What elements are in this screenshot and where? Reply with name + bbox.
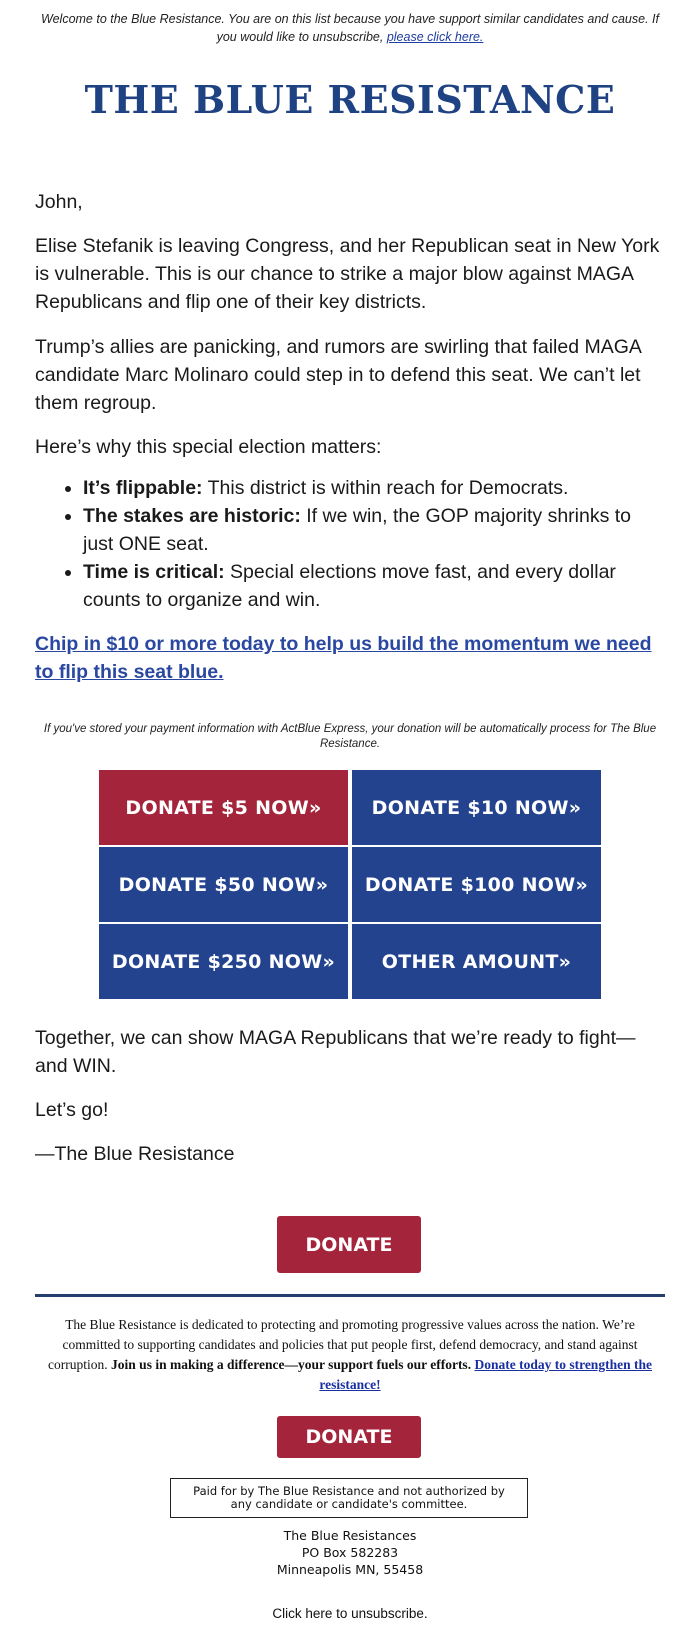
footer-description: [35, 1315, 665, 1395]
paid-for-disclaimer: Paid for by The Blue Resistance and not authorized by any candidate or candidate's committee.: [170, 1478, 528, 1518]
unsubscribe-link-top[interactable]: please click here.: [386, 30, 484, 44]
unsubscribe-link[interactable]: Click here to unsubscribe.: [272, 1606, 428, 1621]
footer-donate-button[interactable]: DONATE: [277, 1416, 421, 1458]
paragraph-2: Trump’s allies are panicking, and rumors are swirling that failed MAGA candidate Marc Molinaro could step in to defend this seat. We can’t let them regroup.: [35, 336, 641, 414]
footer-bold-text: Join us in making a difference—your support fuels our efforts.: [111, 1357, 475, 1372]
greeting: John,: [35, 191, 83, 213]
list-item-text: This district is within reach for Democrats.: [202, 477, 569, 499]
donate-250-button[interactable]: DONATE $250 NOW»: [99, 924, 348, 999]
closing-paragraph: Together, we can show MAGA Republicans that we’re ready to fight—and WIN.: [35, 1027, 636, 1077]
lets-go: Let’s go!: [35, 1099, 109, 1121]
list-item-text: Special elections move fast, and every dollar counts to organize and win.: [83, 561, 616, 611]
other-amount-button[interactable]: OTHER AMOUNT»: [352, 924, 601, 999]
preheader-text: Welcome to the Blue Resistance. You are on this list because you have support similar candidates and cause. If you would like to unsubscribe,: [41, 12, 659, 44]
donate-10-button[interactable]: DONATE $10 NOW»: [352, 770, 601, 845]
list-item: [83, 558, 665, 614]
donate-100-button[interactable]: DONATE $100 NOW»: [352, 847, 601, 922]
preheader: [40, 10, 660, 46]
mailing-address: [0, 1527, 700, 1578]
address-po-box: PO Box 582283: [301, 1545, 399, 1560]
donate-button[interactable]: DONATE: [277, 1216, 421, 1273]
reasons-list: [35, 474, 665, 614]
logo: THE BLUE RESISTANCE: [84, 77, 616, 122]
list-item-bold: It’s flippable:: [83, 477, 203, 499]
list-item-bold: Time is critical:: [83, 561, 225, 583]
paragraph-3: Here’s why this special election matters:: [35, 436, 382, 458]
footer-text: The Blue Resistance is dedicated to protecting and promoting progressive values across the nation. We’re committed to supporting candidates and policies that put people first, defend democracy, and stand against corruption.: [48, 1317, 638, 1372]
list-item: [83, 474, 665, 502]
address-name: The Blue Resistances: [283, 1528, 417, 1543]
donate-5-button[interactable]: DONATE $5 NOW»: [99, 770, 348, 845]
signature: —The Blue Resistance: [35, 1143, 235, 1165]
footer-donate-link[interactable]: Donate today to strengthen the resistance!: [319, 1357, 652, 1392]
address-city: Minneapolis MN, 55458: [276, 1562, 424, 1577]
list-item: [83, 502, 665, 558]
list-item-bold: The stakes are historic:: [83, 505, 301, 527]
list-item-text: If we win, the GOP majority shrinks to just ONE seat.: [83, 505, 632, 555]
donate-amount-grid: [99, 770, 601, 999]
divider: [35, 1294, 665, 1297]
donate-50-button[interactable]: DONATE $50 NOW»: [99, 847, 348, 922]
paragraph-1: Elise Stefanik is leaving Congress, and her Republican seat in New York is vulnerable. This is our chance to strike a major blow against MAGA Republicans and flip one of their key districts.: [35, 235, 660, 313]
chip-in-link[interactable]: Chip in $10 or more today to help us build the momentum we need to flip this seat blue.: [35, 633, 652, 683]
actblue-express-note: If you've stored your payment information with ActBlue Express, your donation will be automatically process for The Blue Resistance.: [43, 723, 657, 750]
